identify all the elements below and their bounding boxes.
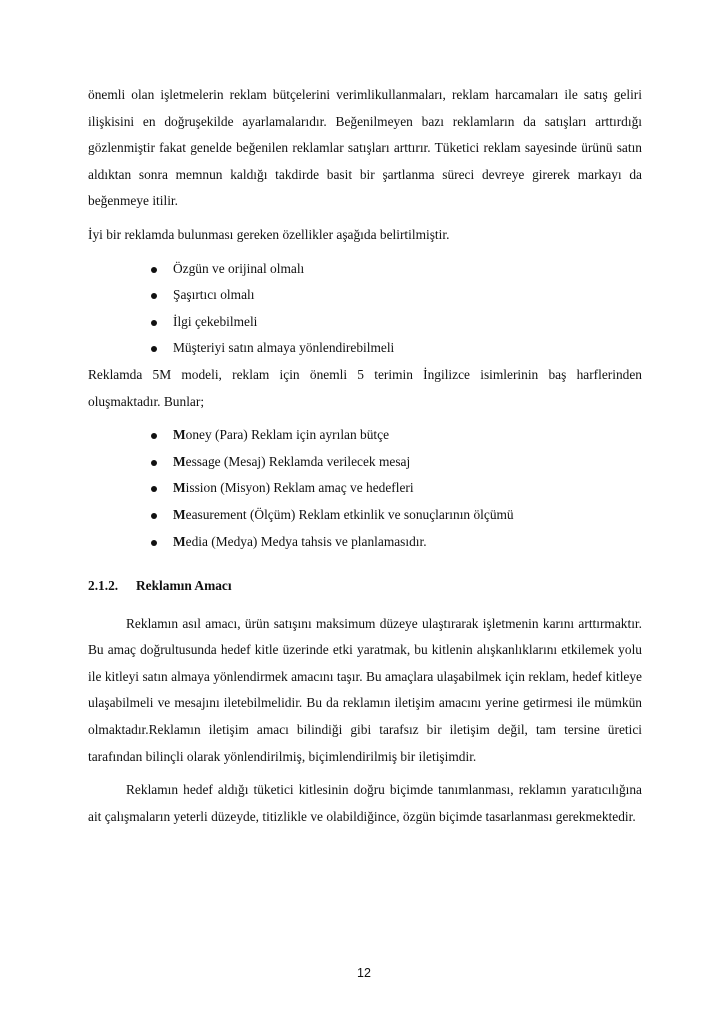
bullet-icon — [151, 460, 157, 466]
body-paragraph-5: Reklamın hedef aldığı tüketici kitlesinin doğru biçimde tanımlanması, reklamın yaratıcılığına ait çalışmaların yeterli düzeyde, titizlikle ve olabildiğince, özgün biçimde tasarlanması gerekmektedir. — [88, 782, 642, 824]
document-page — [88, 82, 642, 830]
list-item-initial: M — [173, 453, 186, 469]
list-item — [151, 502, 642, 529]
list-item-text: easurement (Ölçüm) Reklam etkinlik ve sonuçlarının ölçümü — [185, 506, 514, 522]
list-item — [151, 335, 642, 362]
bullet-icon — [151, 293, 157, 299]
bullet-icon — [151, 540, 157, 546]
five-m-list — [88, 422, 642, 555]
list-item-text: İlgi çekebilmeli — [173, 313, 258, 329]
list-item-text: Özgün ve orijinal olmalı — [173, 260, 305, 276]
list-item-initial: M — [173, 480, 186, 496]
list-item-text: Müşteriyi satın almaya yönlendirebilmeli — [173, 340, 395, 356]
section-title: Reklamın Amacı — [136, 578, 232, 594]
list-item-text: Şaşırtıcı olmalı — [173, 287, 255, 303]
list-item — [151, 529, 642, 556]
features-list — [88, 256, 642, 362]
list-item-text: oney (Para) Reklam için ayrılan bütçe — [185, 427, 390, 443]
body-paragraph-2: İyi bir reklamda bulunması gereken özellikler aşağıda belirtilmiştir. — [88, 226, 450, 242]
list-item — [151, 309, 642, 336]
list-item — [151, 282, 642, 309]
bullet-icon — [151, 267, 157, 273]
page-number: 12 — [357, 966, 371, 980]
list-item-text: ission (Misyon) Reklam amaç ve hedefleri — [185, 480, 414, 496]
list-item-text: edia (Medya) Medya tahsis ve planlamasıdır. — [185, 533, 427, 549]
section-heading — [88, 573, 642, 600]
list-item-text: essage (Mesaj) Reklamda verilecek mesaj — [185, 453, 411, 469]
list-item — [151, 256, 642, 283]
bullet-icon — [151, 346, 157, 352]
bullet-icon — [151, 486, 157, 492]
list-item-initial: M — [173, 533, 186, 549]
list-item-initial: M — [173, 506, 186, 522]
list-item — [151, 475, 642, 502]
list-item — [151, 449, 642, 476]
bullet-icon — [151, 433, 157, 439]
list-item — [151, 422, 642, 449]
list-item-initial: M — [173, 427, 186, 443]
body-paragraph-4: Reklamın asıl amacı, ürün satışını maksimum düzeye ulaştırarak işletmenin karını arttırmaktır. Bu amaç doğrultusunda hedef kitle üzerinde etki yaratmak, bu kitlenin alışkanlıklarını etkilemek yolu ile kitleyi satın almaya yönlendirmek amacını taşır. Bu amaçlara ulaşabilmek için reklam, hedef kitleye ulaşabilmeli ve mesajını iletebilmelidir. Bu da reklamın iletişim amacını yerine getirmesi ile mümkün olmaktadır.Reklamın iletişim amacı bilindiği gibi tarafsız bir iletişim değil, tam tersine üretici tarafından bilinçli olarak yönlendirilmiş, biçimlendirilmiş bir iletişimdir. — [88, 615, 642, 764]
bullet-icon — [151, 513, 157, 519]
section-number: 2.1.2. — [88, 578, 119, 594]
body-paragraph-1: önemli olan işletmelerin reklam bütçelerini verimlikullanmaları, reklam harcamaları ile satış geliri ilişkisini en doğruşekilde ayarlamalarıdır. Beğenilmeyen bazı reklamların da satışları arttırdığı gözlenmiştir fakat genelde beğenilen reklamlar satışları arttırır. Tüketici reklam sayesinde ürünü satın aldıktan sonra memnun kaldığı takdirde basit bir şartlanma süreci devreye girerek markayı da beğenmeye itilir. — [88, 87, 642, 209]
body-paragraph-3: Reklamda 5M modeli, reklam için önemli 5 terimin İngilizce isimlerinin baş harflerinden oluşmaktadır. Bunlar; — [88, 366, 642, 409]
bullet-icon — [151, 320, 157, 326]
